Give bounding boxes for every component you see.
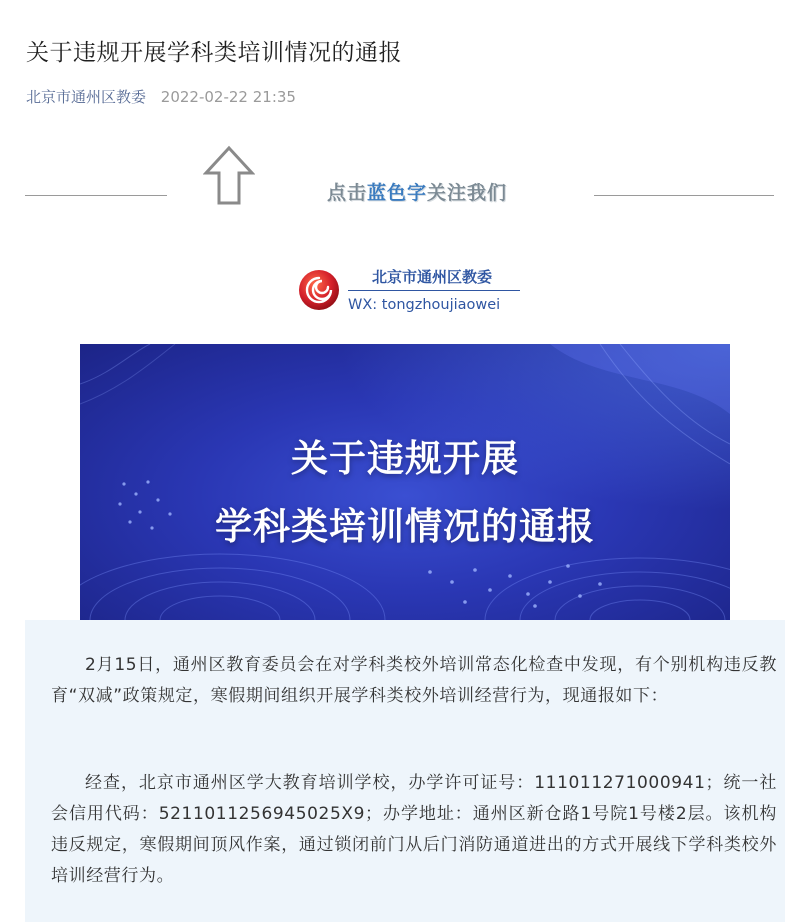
divider-right: [594, 195, 774, 196]
account-card[interactable]: [298, 262, 538, 322]
follow-prompt: [0, 140, 800, 212]
body-paragraph-2: 经查，北京市通州区学大教育培训学校，办学许可证号：111011271000941；统一社会信用代码：5211011256945025X9；办学地址：通州区新仓路1号院1号楼2层。该机构违反规定，寒假期间顶风作案，通过锁闭前门从后门消防通道进出的方式开展线下学科类校外培训经营行为。: [51, 773, 777, 886]
article-meta: [26, 86, 296, 107]
publish-date: 2022-02-22 21:35: [160, 88, 296, 106]
article-title: 关于违规开展学科类培训情况的通报: [26, 40, 402, 66]
divider-left: [25, 195, 167, 196]
author-link[interactable]: 北京市通州区教委: [26, 88, 147, 106]
up-arrow-icon: [203, 145, 255, 207]
follow-text-suffix: 关注我们: [427, 182, 508, 204]
banner-title-line1: 关于违规开展: [291, 437, 519, 480]
account-underline: [348, 290, 520, 291]
article-body: [25, 620, 785, 922]
follow-text-prefix: 点击: [327, 182, 368, 204]
account-logo-icon: [298, 269, 340, 311]
banner-decoration: [80, 344, 730, 620]
banner-title-line2: 学科类培训情况的通报: [215, 505, 595, 548]
cover-banner: [80, 344, 730, 620]
account-wx-id: WX: tongzhoujiaowei: [348, 297, 501, 313]
follow-text: [327, 178, 507, 205]
follow-text-highlight[interactable]: 蓝色字: [367, 182, 428, 204]
body-paragraph-1: 2月15日，通州区教育委员会在对学科类校外培训常态化检查中发现，有个别机构违反教育“双减”政策规定，寒假期间组织开展学科类校外培训经营行为，现通报如下：: [51, 655, 777, 706]
account-name: 北京市通州区教委: [371, 268, 492, 286]
